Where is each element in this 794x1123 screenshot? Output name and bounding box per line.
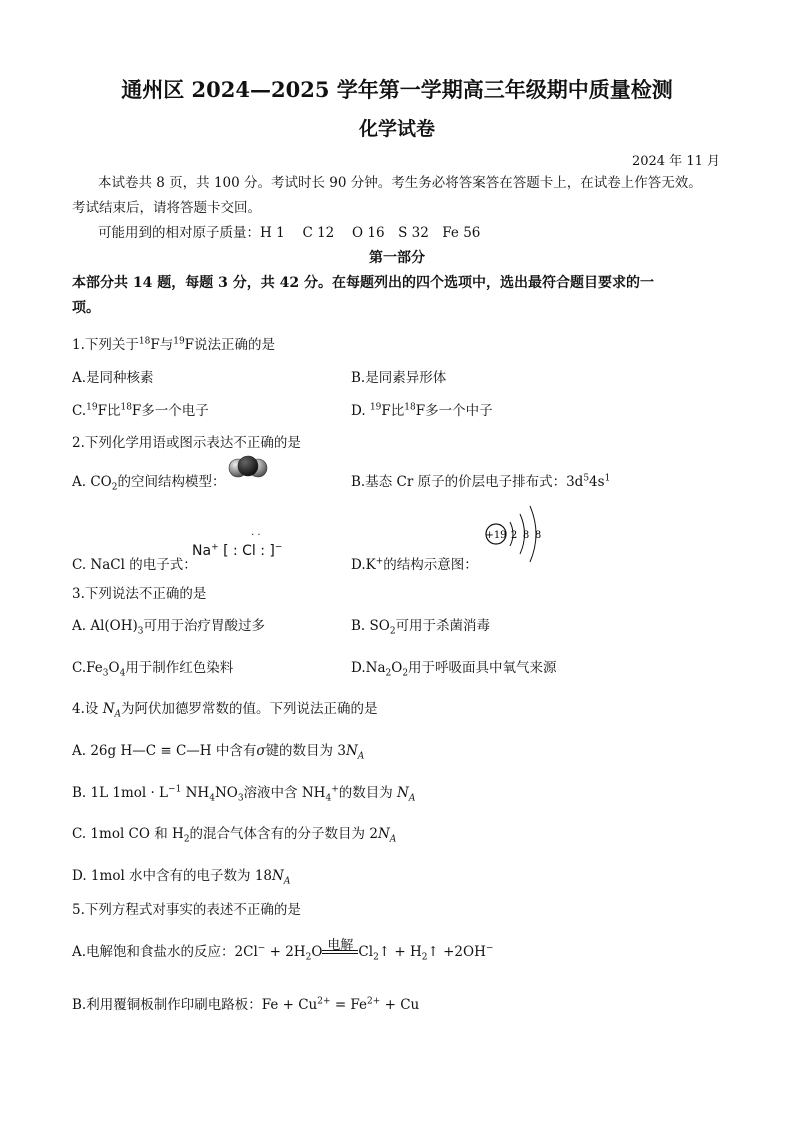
k-ion-structure-diagram xyxy=(482,500,552,564)
q2-option-b: B.基态 Cr 原子的价层电子排布式：$3d^54s^1$ xyxy=(351,473,611,490)
q3-option-a: A. $Al(OH)_3$可用于治疗胃酸过多 xyxy=(72,618,266,637)
part-instructions-1: 本部分共 14 题，每题 3 分，共 42 分。在每题列出的四个选项中，选出最符合题目要求的一 xyxy=(72,275,654,291)
question-3-stem: 3.下列说法不正确的是 xyxy=(72,586,207,602)
question-2-stem: 2.下列化学用语或图示表达不正确的是 xyxy=(72,435,301,451)
atomic-masses: 可能用到的相对原子质量：H 1 C 12 O 16 S 32 Fe 56 xyxy=(98,225,481,241)
svg-text:2: 2 xyxy=(510,530,518,541)
q5-option-a: A.电解饱和食盐水的反应：$2Cl^- + 2H_2O$ 电解 $Cl_2↑$ + $H_2↑ +2OH^-$ xyxy=(72,938,494,963)
q3-option-d: $D.Na_2O_2$用于呼吸面具中氧气来源 xyxy=(351,660,557,679)
q1-option-d: D. $^{19}$F比$^{18}$F多一个中子 xyxy=(351,402,493,419)
q4-option-b: B. 1L $1mol \cdot L^{-1}$ $NH_4NO_3$溶液中含 $NH_4^+$的数目为 $N_A$ xyxy=(72,784,416,804)
page-title: 通州区 2024—2025 学年第一学期高三年级期中质量检测 xyxy=(121,77,673,102)
q2-option-c: C. NaCl 的电子式： xyxy=(72,557,197,573)
part-heading: 第一部分 xyxy=(369,250,425,266)
page-subtitle: 化学试卷 xyxy=(358,118,435,140)
svg-text:+19: +19 xyxy=(485,530,507,541)
exam-date: 2024 年 11 月 xyxy=(631,154,720,169)
question-4-stem: 4.设 $N_A$为阿伏加德罗常数的值。下列说法正确的是 xyxy=(72,701,378,720)
q4-option-c: C. 1mol CO 和 $H_2$的混合气体含有的分子数目为 $2N_A$ xyxy=(72,826,397,845)
q2-option-d: D.K+的结构示意图： xyxy=(351,556,478,573)
svg-text:8: 8 xyxy=(522,530,530,541)
q2-option-a: A. $CO_2$的空间结构模型： xyxy=(72,474,226,493)
q1-option-b: B.是同素异形体 xyxy=(351,370,447,386)
svg-text:8: 8 xyxy=(534,530,542,541)
nacl-electron-formula: Na+ [ : Cl : ]− · · xyxy=(192,530,283,559)
q1-option-c: C.$^{19}$F比$^{18}$F多一个电子 xyxy=(72,402,209,419)
intro-line-2: 考试结束后，请将答题卡交回。 xyxy=(72,200,261,216)
q3-option-c: $C.Fe_3O_4$用于制作红色染料 xyxy=(72,660,234,679)
q3-option-b: B. $SO_2$可用于杀菌消毒 xyxy=(351,618,491,637)
q5-option-b: B.利用覆铜板制作印刷电路板：$Fe + Cu^{2+} = Fe^{2+} + Cu$ xyxy=(72,996,420,1013)
part-instructions-2: 项。 xyxy=(72,300,100,316)
question-5-stem: 5.下列方程式对事实的表述不正确的是 xyxy=(72,902,301,918)
intro-line-1: 本试卷共 8 页，共 100 分。考试时长 90 分钟。考生务必将答案答在答题卡上，在试卷上作答无效。 xyxy=(98,175,702,191)
q4-option-a: A. 26g H—C ≡ C—H 中含有σ键的数目为 $3N_A$ xyxy=(72,743,365,762)
co2-space-filling-model-icon xyxy=(228,452,268,484)
q1-option-a: A.是同种核素 xyxy=(72,370,154,386)
question-1-stem: 1.下列关于$^{18}$F与$^{19}$F说法正确的是 xyxy=(72,336,276,353)
q4-option-d: D. 1mol 水中含有的电子数为 $18N_A$ xyxy=(72,868,291,887)
